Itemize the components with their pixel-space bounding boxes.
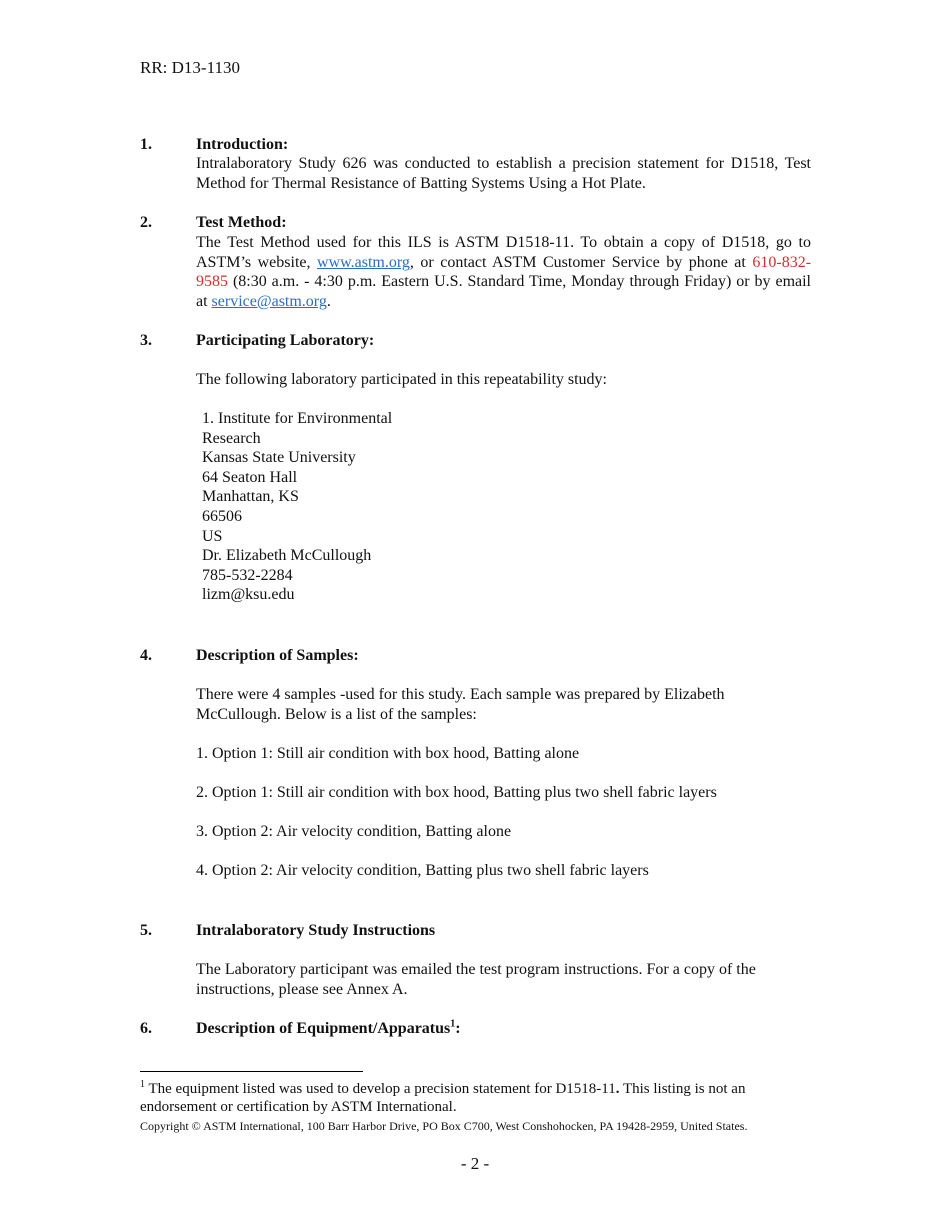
- address-line: 1. Institute for Environmental: [202, 410, 393, 427]
- address-line: US: [202, 527, 223, 545]
- address-line: 66506: [202, 507, 242, 525]
- address-line: lizm@ksu.edu: [202, 586, 295, 604]
- section-4-intro: There were 4 samples -used for this study. Each sample was prepared by Elizabeth McCullough. Below is a list of the samples:: [196, 686, 725, 723]
- section-6-title-text: Description of Equipment/Apparatus: [196, 1020, 451, 1037]
- section-6-title-suffix: :: [455, 1020, 461, 1037]
- section-3-title: Participating Laboratory:: [196, 332, 375, 349]
- sample-list-item: 4. Option 2: Air velocity condition, Batting plus two shell fabric layers: [196, 862, 649, 879]
- sample-list-item: 1. Option 1: Still air condition with box hood, Batting alone: [196, 745, 580, 762]
- footnote-separator: [140, 1071, 363, 1072]
- section-6-number: 6.: [140, 1020, 152, 1037]
- address-line: Manhattan, KS: [202, 488, 299, 506]
- section-1-title: Introduction:: [196, 136, 289, 153]
- footnote: [140, 1080, 780, 1116]
- sample-list-item: 3. Option 2: Air velocity condition, Batting alone: [196, 823, 512, 840]
- sample-list-item: 2. Option 1: Still air condition with box hood, Batting plus two shell fabric layers: [196, 784, 717, 801]
- section-3-number: 3.: [140, 332, 152, 349]
- customer-service-phone: 610-832-9585: [196, 253, 812, 291]
- section-3-intro: The following laboratory participated in this repeatability study:: [196, 371, 607, 388]
- copyright-notice: Copyright © ASTM International, 100 Barr Harbor Drive, PO Box C700, West Conshohocken, PA 19428-2959, United States.: [140, 1119, 748, 1133]
- address-line: Research: [202, 429, 261, 447]
- footnote-reference[interactable]: 1: [450, 1018, 456, 1030]
- service-email-link[interactable]: service@astm.org: [211, 292, 327, 310]
- footnote-bold-period: .: [615, 1081, 620, 1097]
- footnote-marker: 1: [140, 1079, 145, 1090]
- laboratory-address: [202, 409, 392, 605]
- section-1-text: Intralaboratory Study 626 was conducted to establish a precision statement for D1518, Test Method for Thermal Resistance of Batting Systems Using a Hot Plate.: [196, 155, 811, 192]
- section-5-number: 5.: [140, 922, 152, 939]
- section-5-title: Intralaboratory Study Instructions: [196, 922, 436, 939]
- address-line: 64 Seaton Hall: [202, 468, 298, 486]
- section-2-text-c: (8:30 a.m. - 4:30 p.m. Eastern U.S. Standard Time, Monday through Friday) or by email at: [196, 273, 811, 310]
- footnote-text-b: This listing is not an endorsement or certification by ASTM International.: [140, 1081, 746, 1115]
- section-6-title: [196, 1019, 461, 1039]
- address-line: Dr. Elizabeth McCullough: [202, 547, 372, 565]
- address-line: Kansas State University: [202, 449, 356, 467]
- page-number: - 2 -: [460, 1154, 490, 1173]
- report-id-header: RR: D13-1130: [140, 58, 240, 77]
- section-2-text-d: .: [326, 292, 331, 310]
- astm-website-link[interactable]: www.astm.org: [317, 253, 410, 271]
- address-line: 785-532-2284: [202, 566, 293, 584]
- section-2-text-b: , or contact ASTM Customer Service by phone at: [409, 253, 753, 271]
- section-2-title: Test Method:: [196, 214, 287, 231]
- section-2-number: 2.: [140, 214, 152, 231]
- section-1-number: 1.: [140, 136, 152, 153]
- section-5-text: The Laboratory participant was emailed the test program instructions. For a copy of the instructions, please see Annex A.: [196, 961, 756, 998]
- section-2-text: [196, 233, 811, 311]
- section-4-title: Description of Samples:: [196, 647, 359, 664]
- section-2-text-a: The Test Method used for this ILS is ASTM D1518-11. To obtain a copy of D1518, go to ASTM’s website,: [196, 234, 811, 271]
- footnote-text-a: The equipment listed was used to develop a precision statement for D1518-11: [145, 1081, 616, 1097]
- section-4-number: 4.: [140, 647, 152, 664]
